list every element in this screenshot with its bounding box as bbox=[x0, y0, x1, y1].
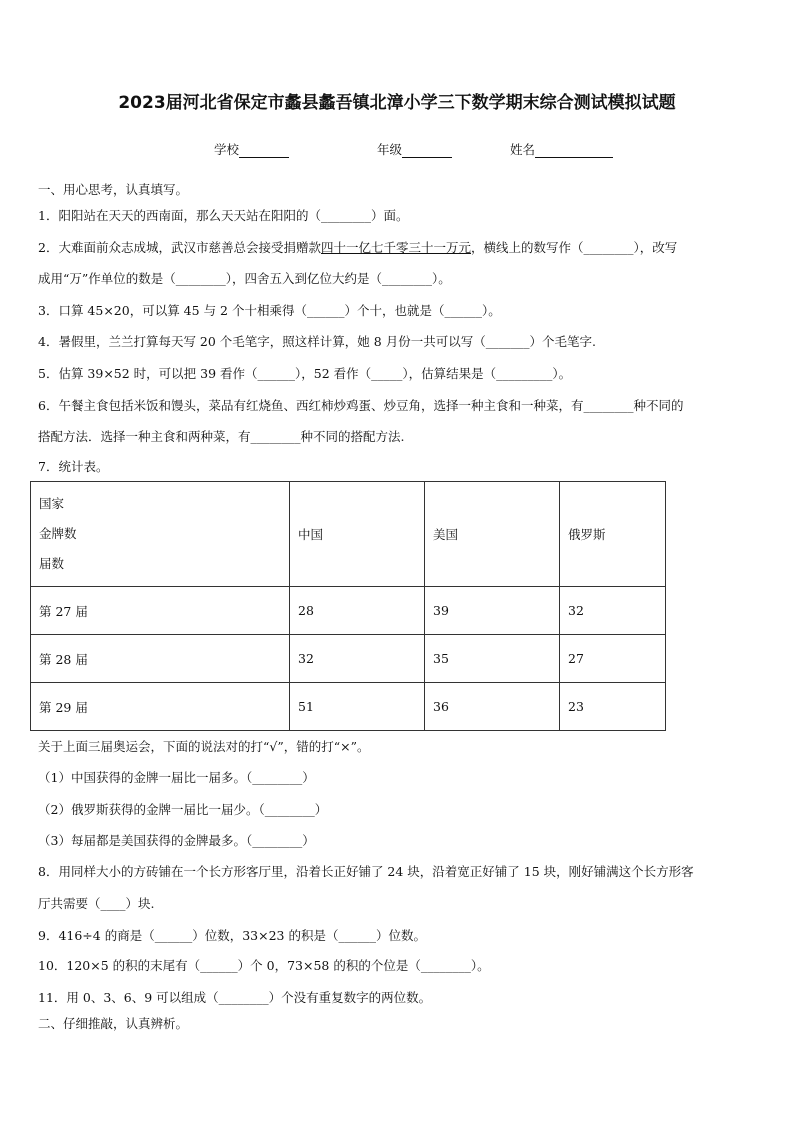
table-corner-cell bbox=[31, 482, 290, 587]
table-cell: 39 bbox=[425, 587, 560, 635]
section-1-heading: 一、用心思考，认真填写。 bbox=[38, 182, 189, 197]
question-2-after: ，横线上的数写作（________），改写 bbox=[470, 240, 678, 255]
name-field bbox=[510, 140, 613, 158]
school-label: 学校 bbox=[214, 142, 240, 157]
table-cell: 35 bbox=[425, 635, 560, 683]
question-2-line-1 bbox=[38, 240, 760, 256]
question-4: 4．暑假里，兰兰打算每天写 20 个毛笔字，照这样计算，她 8 月份一共可以写（_______）个毛笔字. bbox=[38, 334, 596, 349]
question-2-before: 2．大难面前众志成城，武汉市慈善总会接受捐赠款 bbox=[38, 240, 321, 255]
name-label: 姓名 bbox=[510, 142, 536, 157]
table-cell: 32 bbox=[560, 587, 666, 635]
table-row bbox=[31, 635, 666, 683]
question-7-intro: 关于上面三届奥运会，下面的说法对的打“√”，错的打“×”。 bbox=[38, 739, 370, 754]
question-9: 9．416÷4 的商是（______）位数，33×23 的积是（______）位数。 bbox=[38, 928, 426, 943]
question-7-label: 7．统计表。 bbox=[38, 459, 109, 474]
question-3: 3．口算 45×20，可以算 45 与 2 个十相乘得（______）个十，也就是（______）。 bbox=[38, 303, 501, 318]
grade-label: 年级 bbox=[377, 142, 403, 157]
table-row bbox=[31, 683, 666, 731]
table-cell: 32 bbox=[290, 635, 425, 683]
question-11: 11．用 0、3、6、9 可以组成（________）个没有重复数字的两位数。 bbox=[38, 990, 432, 1005]
school-blank bbox=[239, 143, 289, 158]
row-label: 第 29 届 bbox=[31, 683, 290, 731]
column-header-russia: 俄罗斯 bbox=[560, 482, 666, 587]
page-title: 2023届河北省保定市蠡县蠡吾镇北漳小学三下数学期末综合测试模拟试题 bbox=[118, 93, 676, 113]
corner-country-label: 国家 bbox=[39, 496, 65, 511]
question-2-line-2: 成用“万”作单位的数是（________），四舍五入到亿位大约是（________）。 bbox=[38, 271, 451, 286]
medal-statistics-table bbox=[30, 481, 666, 731]
corner-session-label: 届数 bbox=[39, 556, 65, 571]
question-8-line-2: 厅共需要（____）块. bbox=[38, 896, 155, 911]
table-cell: 28 bbox=[290, 587, 425, 635]
row-label: 第 28 届 bbox=[31, 635, 290, 683]
table-row bbox=[31, 587, 666, 635]
table-cell: 51 bbox=[290, 683, 425, 731]
grade-field bbox=[377, 140, 452, 158]
question-6-line-1: 6．午餐主食包括米饭和馒头，菜品有红烧鱼、西红柿炒鸡蛋、炒豆角，选择一种主食和一种菜，有________种不同的 bbox=[38, 398, 684, 413]
question-10: 10．120×5 的积的末尾有（______）个 0，73×58 的积的个位是（________）。 bbox=[38, 958, 490, 973]
row-label: 第 27 届 bbox=[31, 587, 290, 635]
table-cell: 27 bbox=[560, 635, 666, 683]
section-2-heading: 二、仔细推敲，认真辨析。 bbox=[38, 1016, 189, 1031]
table-header-row bbox=[31, 482, 666, 587]
question-7-statement-1: （1）中国获得的金牌一届比一届多。（________） bbox=[38, 770, 315, 785]
grade-blank bbox=[402, 143, 452, 158]
table-cell: 23 bbox=[560, 683, 666, 731]
question-2-underlined-number: 四十一亿七千零三十一万元 bbox=[320, 240, 471, 255]
question-8-line-1: 8．用同样大小的方砖铺在一个长方形客厅里，沿着长正好铺了 24 块，沿着宽正好铺了 15 块，刚好铺满这个长方形客 bbox=[38, 864, 694, 879]
student-info-row bbox=[0, 140, 794, 160]
question-7-statement-2: （2）俄罗斯获得的金牌一届比一届少。（________） bbox=[38, 802, 328, 817]
column-header-china: 中国 bbox=[290, 482, 425, 587]
question-6-line-2: 搭配方法．选择一种主食和两种菜，有________种不同的搭配方法. bbox=[38, 429, 405, 444]
table-cell: 36 bbox=[425, 683, 560, 731]
school-field bbox=[214, 140, 289, 158]
question-5: 5．估算 39×52 时，可以把 39 看作（______），52 看作（_____），估算结果是（_________）。 bbox=[38, 366, 572, 381]
name-blank bbox=[535, 143, 613, 158]
question-1: 1．阳阳站在天天的西南面，那么天天站在阳阳的（________）面。 bbox=[38, 208, 409, 223]
question-7-statement-3: （3）每届都是美国获得的金牌最多。（________） bbox=[38, 833, 315, 848]
column-header-usa: 美国 bbox=[425, 482, 560, 587]
corner-medals-label: 金牌数 bbox=[39, 526, 77, 541]
